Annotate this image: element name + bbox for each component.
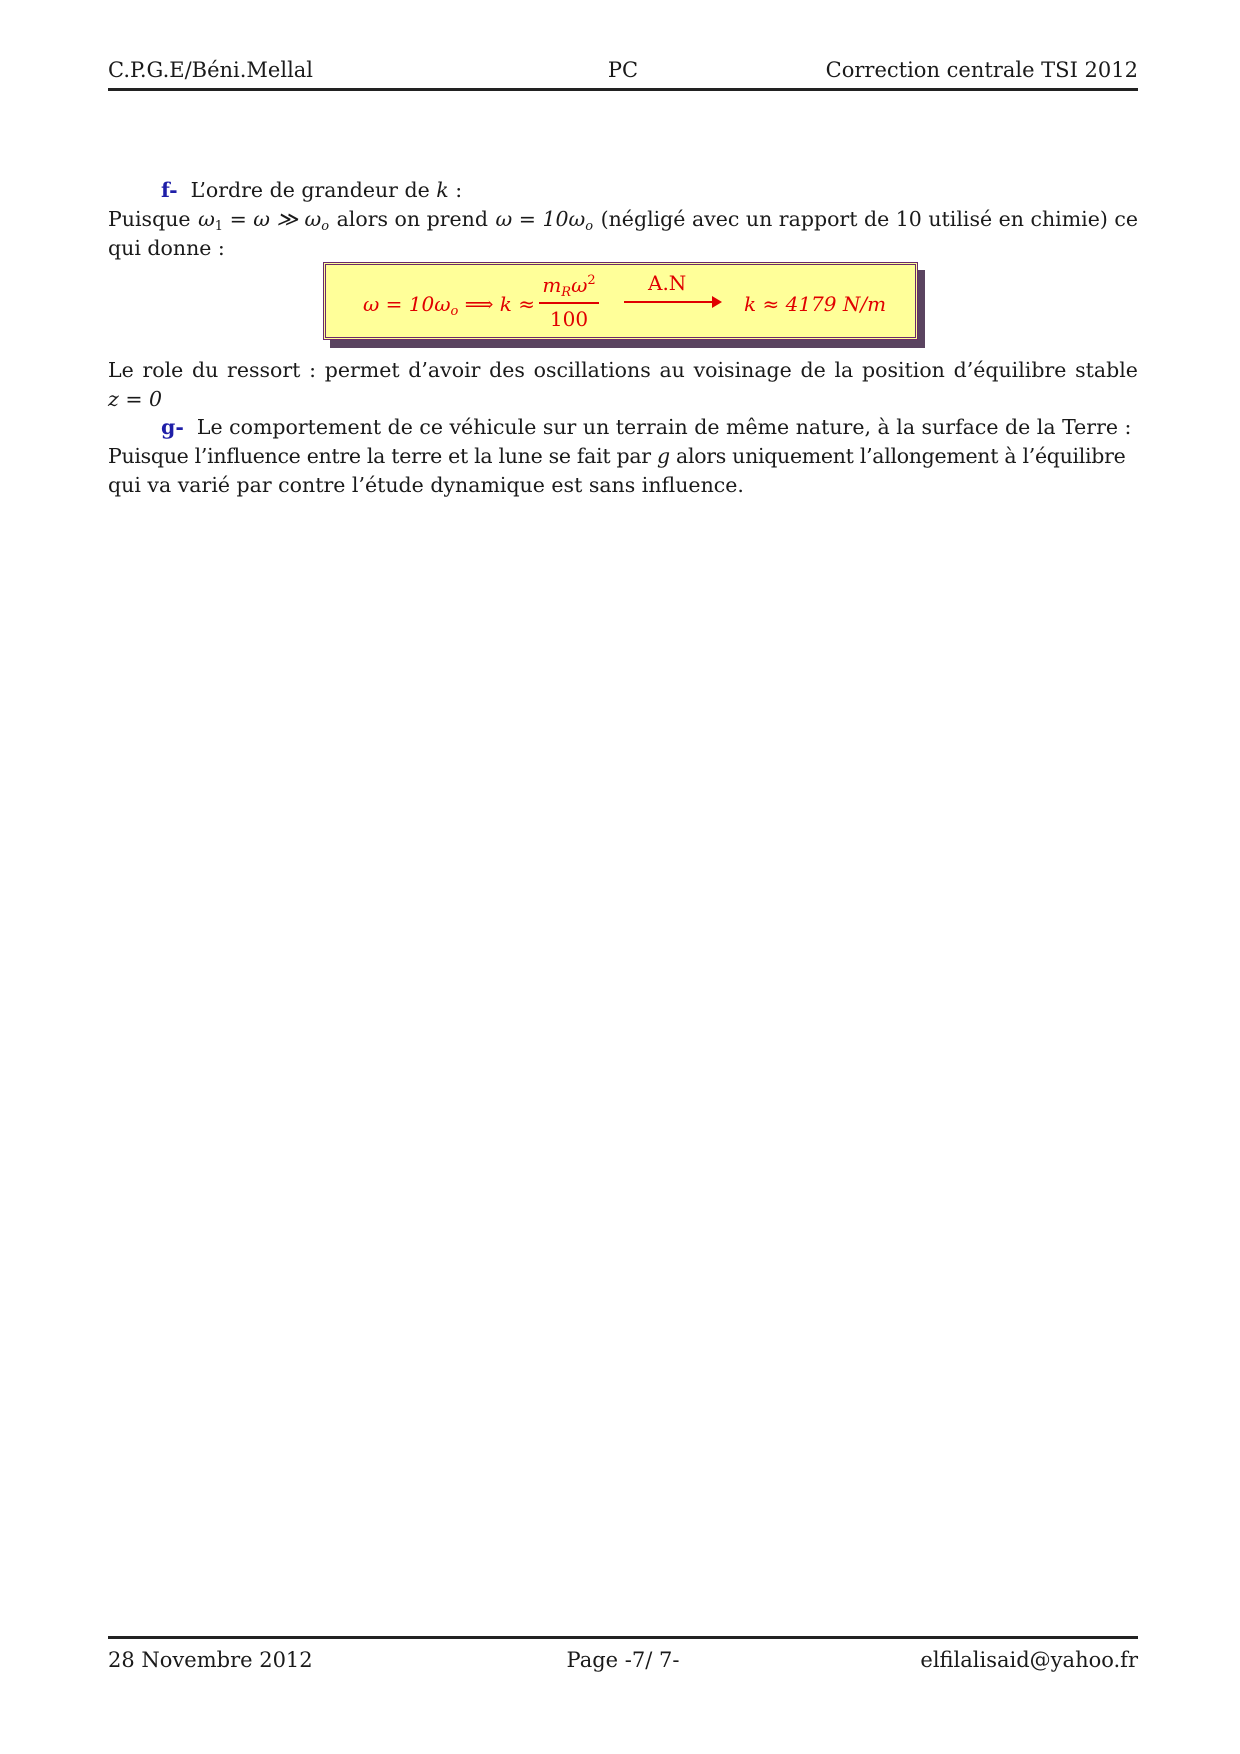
num-omega: ω <box>571 273 588 297</box>
role-word: d’équilibre <box>953 358 1067 382</box>
footer-page-number: Page -7/ 7- <box>566 1648 680 1672</box>
puisque-word: Puisque <box>108 207 191 231</box>
footer-rule <box>108 1636 1138 1639</box>
section-f-heading <box>161 176 462 204</box>
role-word: : <box>309 358 317 382</box>
formula-result-value: k ≈ 4179 <box>744 292 837 316</box>
section-f-label: f- <box>161 178 178 202</box>
page-footer <box>108 1648 1138 1678</box>
section-f-title: L’ordre de grandeur de <box>190 178 430 202</box>
role-word: permet <box>324 358 400 382</box>
formula-result-unit: N/m <box>842 292 887 316</box>
section-f-paragraph-line2: qui donne : <box>108 236 225 260</box>
section-f-title-colon: : <box>455 178 463 202</box>
omega1: ω <box>198 207 215 231</box>
role-word: stable <box>1075 358 1138 382</box>
formula-box <box>323 262 918 340</box>
section-g-heading <box>161 413 1131 441</box>
header-document-title: Correction centrale TSI 2012 <box>825 58 1138 82</box>
arrow-head-icon <box>712 296 722 308</box>
role-word: au <box>659 358 685 382</box>
role-word: d’avoir <box>408 358 481 382</box>
num-sub-r: R <box>561 285 572 300</box>
role-word: position <box>861 358 945 382</box>
section-g-line2-start: Puisque l’influence entre la terre et la lune se fait par <box>108 444 651 468</box>
omega1-sub: 1 <box>214 219 224 234</box>
omega-choice <box>496 205 594 241</box>
formula-numerator <box>539 273 599 300</box>
section-f-title-variable: k <box>436 178 449 202</box>
omega-relation-text: = ω ≫ ω <box>229 207 322 231</box>
role-paragraph-line1 <box>108 356 1138 384</box>
section-g-paragraph-line3: qui va varié par contre l’étude dynamique est sans influence. <box>108 473 744 497</box>
header-rule <box>108 88 1138 91</box>
role-word: oscillations <box>533 358 651 382</box>
num-sup: 2 <box>587 273 596 288</box>
alors-on-prend: alors on prend <box>336 207 488 231</box>
omega-choice-text: ω = 10ω <box>495 207 586 231</box>
num-m: m <box>542 273 562 297</box>
role-paragraph-line2: z = 0 <box>108 387 163 411</box>
formula-fraction <box>539 273 599 331</box>
section-g-line2-end: alors uniquement l’allongement à l’équilibre <box>676 444 1126 468</box>
footer-date: 28 Novembre 2012 <box>108 1648 313 1672</box>
omega-o-sub: o <box>321 219 330 234</box>
role-word: des <box>489 358 525 382</box>
role-word: ressort <box>227 358 301 382</box>
formula-lhs <box>363 292 535 319</box>
section-g-label: g- <box>161 415 184 439</box>
role-word: Le <box>108 358 134 382</box>
neglige-note: (négligé avec un rapport de 10 utilisé en chimie) ce <box>600 207 1138 231</box>
arrow-label: A.N <box>648 271 687 295</box>
section-g-variable-g: g <box>656 444 670 468</box>
formula-result <box>744 292 886 316</box>
section-f-paragraph-line1 <box>108 205 1138 241</box>
role-word: du <box>192 358 219 382</box>
formula-denominator: 100 <box>549 306 589 331</box>
section-g-paragraph-line2 <box>108 442 1138 470</box>
formula-lhs-sub: o <box>450 304 459 319</box>
role-word: la <box>834 358 854 382</box>
role-word: role <box>142 358 184 382</box>
omega-choice-sub: o <box>585 219 594 234</box>
header-class: PC <box>607 58 639 82</box>
footer-email: elfilalisaid@yahoo.fr <box>920 1648 1138 1672</box>
role-word: de <box>800 358 826 382</box>
header-institution: C.P.G.E/Béni.Mellal <box>108 58 314 82</box>
page-header <box>108 58 1138 88</box>
arrow-line <box>624 301 716 303</box>
section-g-title: Le comportement de ce véhicule sur un terrain de même nature, à la surface de la Terre : <box>196 415 1132 439</box>
formula-lhs-text: ω = 10ω <box>363 292 451 316</box>
fraction-bar <box>539 302 599 304</box>
formula-implies: ⟹ k ≈ <box>464 292 535 316</box>
role-word: voisinage <box>693 358 792 382</box>
